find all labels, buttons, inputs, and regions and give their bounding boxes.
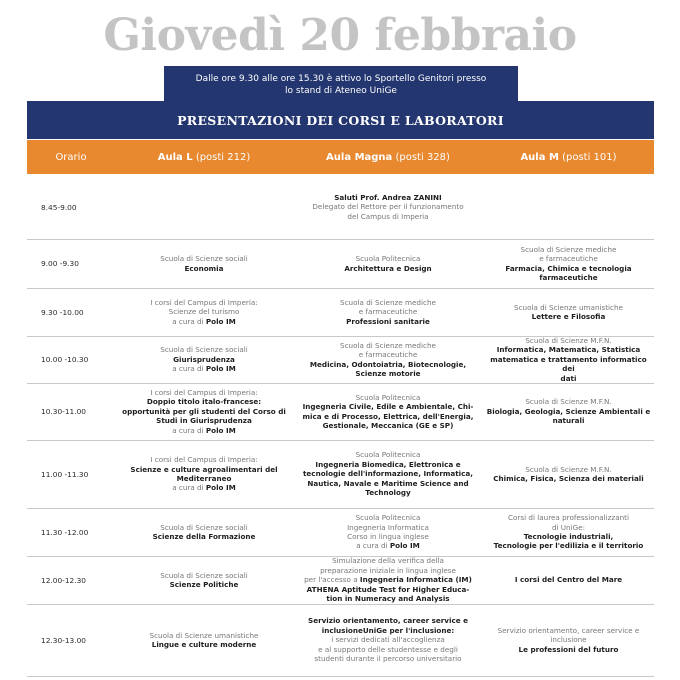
cell-line: Informatica, Matematica, Statistica [496,345,641,355]
cell-line: Scienze Politiche [169,580,239,589]
cell-line: a cura di Polo IM [356,541,420,551]
cell-line: e farmaceutiche [358,350,418,360]
cell-line: Scuola di Scienze sociali [160,570,248,580]
cell-line: e al supporto delle studentesse e degli [318,644,458,654]
header-aula-m-seats: (posti 101) [562,151,617,163]
time-slot: 11.30 -12.00 [41,527,89,537]
cell-line: Servizio orientamento, career service e [308,616,468,626]
aula-m-cell [483,556,654,604]
cell-line: Ingegneria Informatica [347,522,429,532]
header-aula-magna [293,140,483,174]
table-row [27,175,654,240]
cell-line: inclusione [550,635,587,645]
cell-line: Chimica, Fisica, Scienza dei materiali [493,474,644,483]
table-row [27,508,654,557]
cell-line: Lingue e culture moderne [151,640,257,649]
aula-m-cell [483,239,654,288]
cell-line: Scuola di Scienze M.F.N. [525,397,612,407]
cell-line: Scuola di Scienze M.F.N. [525,335,612,345]
cell-line: Tecnologie industriali, [523,532,614,541]
cell-line: a cura di Polo IM [172,364,236,374]
cell-line: inclusioneUniGe per l'inclusione: [321,625,455,635]
aula-magna-cell [293,336,483,383]
aula-l-cell [115,239,293,288]
header-aula-l-seats: (posti 212) [195,151,251,163]
cell-line: Scienze e culture agroalimentari del [130,464,278,474]
table-row [27,239,654,289]
time-slot: 10.30-11.00 [41,407,86,416]
cell-line: Scuola Politecnica [355,513,421,523]
cell-line: opportunità per gli studenti del Corso di [122,406,286,416]
banner-line: lo stand di Ateneo UniGe [285,86,397,96]
table-row [27,604,654,677]
cell-line: a cura di Polo IM [172,425,236,435]
aula-magna-cell [293,440,483,508]
cell-line: Scuola di Scienze sociali [160,345,248,355]
aula-magna-cell [293,556,483,604]
cell-line: Scuola Politecnica [355,254,421,264]
cell-line: Scienze motorie [355,368,421,378]
cell-line: Mediterraneo [176,474,232,483]
aula-l-cell [115,175,293,239]
cell-line: Studi in Giurisprudenza [156,416,252,426]
cell-line: Servizio orientamento, career service e [497,625,640,635]
cell-line-bold: Polo IM [205,483,236,493]
aula-l-cell [115,383,293,440]
aula-m-cell [483,336,654,383]
aula-l-cell [115,440,293,508]
cell-line: del Campus di Imperia [347,211,429,221]
cell-line: Scuola di Scienze M.F.N. [525,464,612,474]
cell-line: i servizi dedicati all'accoglienza [331,635,445,645]
header-aula-l-name: Aula L [157,151,193,163]
cell-line: Scuola di Scienze umanistiche [149,630,259,640]
header-aula-m-name: Aula M [520,151,559,163]
cell-line: Corsi di laurea professionalizzanti [508,513,629,523]
cell-line: Doppio titolo italo-francese: [146,397,262,407]
cell-line: Gestionale, Meccanica (GE e SP) [322,420,454,430]
cell-line: I corsi del Campus di Imperia: [150,297,258,307]
cell-line-bold: Ingegneria Informatica (IM) [359,575,472,585]
aula-magna-cell [293,383,483,440]
table-header [27,140,654,174]
aula-magna-cell [293,604,483,676]
cell-line: mica e di Processo, Elettrica, dell'Energia, [302,411,474,421]
aula-l-cell [115,508,293,556]
cell-line: I corsi del Campus di Imperia: [150,387,258,397]
cell-line: Scuola di Scienze sociali [160,254,248,264]
info-banner [164,66,518,104]
cell-line: tecnologie dell'informazione, Informatica, [303,469,473,479]
aula-m-cell [483,604,654,676]
aula-magna-cell [293,508,483,556]
cell-line: e farmaceutiche [358,307,418,317]
cell-line: I corsi del Campus di Imperia: [150,455,258,465]
aula-magna-cell [293,175,483,239]
cell-line: a cura di Polo IM [172,483,236,493]
cell-line-bold: Polo IM [205,364,236,374]
cell-line: preparazione iniziale in lingua inglese [320,565,456,575]
cell-line: studenti durante il percorso universitario [314,654,462,664]
header-time: Orario [55,151,87,163]
header-aula-l [115,140,293,174]
time-slot: 9.30 -10.00 [41,307,84,317]
cell-line: I corsi del Centro del Mare [514,575,623,585]
cell-line: naturali [552,416,585,426]
aula-l-cell [115,556,293,604]
cell-line: Corso in lingua inglese [347,532,429,541]
cell-line: di UniGe: [551,522,586,532]
cell-line: Scuola di Scienze sociali [160,522,248,532]
aula-m-cell [483,175,654,239]
banner-line: Dalle ore 9.30 alle ore 15.30 è attivo lo Sportello Genitori presso [195,74,487,84]
cell-line: matematica e trattamento informatico dei [490,354,647,374]
aula-m-cell [483,288,654,336]
cell-line: a cura di Polo IM [172,316,236,326]
aula-l-cell [115,604,293,676]
table-row [27,440,654,509]
cell-line: Architettura e Design [344,263,432,273]
cell-line: Scuola di Scienze mediche [520,244,617,254]
cell-line: Ingegneria Civile, Edile e Ambientale, Chi- [302,402,474,412]
time-slot: 11.00 -11.30 [41,469,89,479]
aula-l-cell [115,288,293,336]
cell-line: Medicina, Odontoiatria, Biotecnologie, [309,359,467,369]
cell-line: dati [560,373,577,383]
cell-line: Farmacia, Chimica e tecnologia [505,263,632,273]
cell-line: Scuola Politecnica [355,450,421,460]
aula-m-cell [483,440,654,508]
cell-line: Technology [365,488,411,498]
cell-line: Tecnologie per l'edilizia e il territorio [493,541,644,551]
cell-line: Scienze del turismo [168,307,240,317]
cell-line: ATHENA Aptitude Test for Higher Educa- [306,584,470,594]
cell-line: tion in Numeracy and Analysis [326,594,450,604]
cell-line: Scuola di Scienze mediche [340,340,436,350]
aula-magna-cell [293,239,483,288]
cell-line: Lettere e Filosofia [531,312,606,321]
cell-line: Saluti Prof. Andrea ZANINI [334,192,442,202]
cell-line: Biologia, Geologia, Scienze Ambientali e [486,406,651,416]
cell-line: Nautica, Navale e Maritime Science and [307,478,469,488]
cell-line: e farmaceutiche [539,254,598,264]
header-aula-magna-seats: (posti 328) [395,151,450,163]
table-row [27,383,654,441]
time-slot: 8.45-9.00 [41,202,77,212]
table-row [27,336,654,384]
time-slot: 12.30-13.00 [41,635,86,645]
cell-line: Delegato del Rettore per il funzionamento [312,202,464,212]
header-aula-m [483,140,654,174]
cell-line: Scuola Politecnica [355,392,421,402]
cell-line: Le professioni del futuro [518,644,619,654]
cell-line: Ingegneria Biomedica, Elettronica e [315,459,461,469]
cell-line: Simulazione della verifica della [332,556,444,566]
table-row [27,288,654,337]
aula-magna-cell [293,288,483,336]
cell-line: farmaceutiche [539,272,598,282]
aula-m-cell [483,508,654,556]
time-slot: 9.00 -9.30 [41,259,79,268]
time-slot: 12.00-12.30 [41,575,86,585]
cell-line: Economia [184,263,224,273]
cell-line: Scuola di Scienze mediche [340,297,436,307]
table-row [27,556,654,605]
header-aula-magna-name: Aula Magna [326,151,393,163]
page-title: Giovedì 20 febbraio [103,10,577,61]
cell-line-bold: Polo IM [205,425,236,435]
cell-line: Giurisprudenza [173,354,235,364]
cell-line: Scuola di Scienze umanistiche [514,302,623,312]
section-title: PRESENTAZIONI DEI CORSI E LABORATORI [27,101,654,139]
cell-line: Professioni sanitarie [346,316,430,326]
aula-m-cell [483,383,654,440]
cell-line-bold: Polo IM [205,316,236,326]
cell-line-bold: Polo IM [389,541,420,551]
aula-l-cell [115,336,293,383]
cell-line: Scienze della Formazione [152,532,256,541]
time-slot: 10.00 -10.30 [41,355,89,364]
cell-line: per l'accesso a Ingegneria Informatica (IM) [304,575,472,585]
